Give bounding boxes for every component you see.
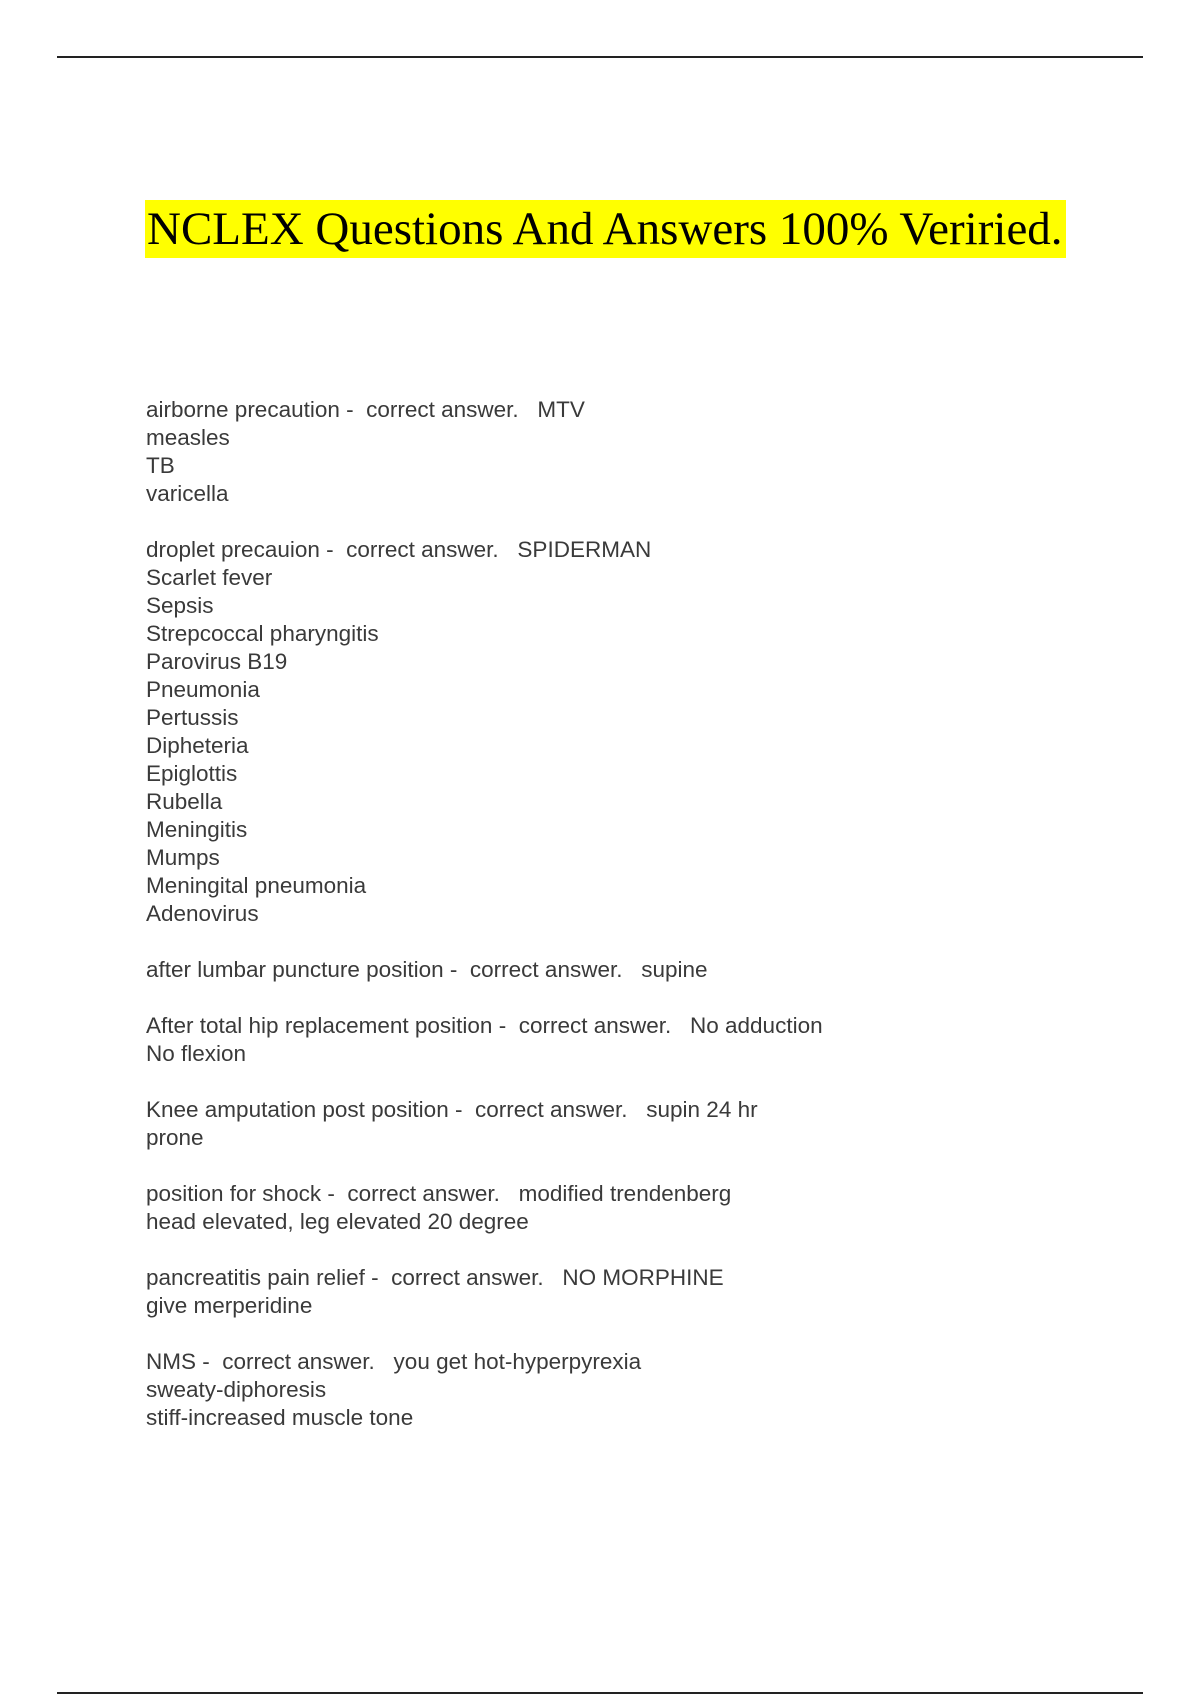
qa-answer-line: Meningital pneumonia <box>146 873 367 898</box>
qa-answer-line: TB <box>146 453 175 478</box>
qa-answer-line: Adenovirus <box>146 901 259 926</box>
qa-list <box>146 396 1146 1460</box>
qa-answer-line: Pneumonia <box>146 677 260 702</box>
qa-answer-line: Parovirus B19 <box>146 649 288 674</box>
qa-question-line: NMS - correct answer. you get hot-hyperpyrexia <box>146 1349 642 1374</box>
qa-entry <box>146 1012 1146 1068</box>
qa-answer-line: Sepsis <box>146 593 214 618</box>
qa-entry <box>146 1264 1146 1320</box>
qa-question-line: droplet precauion - correct answer. SPIDERMAN <box>146 537 652 562</box>
qa-answer-line: stiff-increased muscle tone <box>146 1405 414 1430</box>
qa-entry <box>146 1180 1146 1236</box>
qa-answer-line: Dipheteria <box>146 733 249 758</box>
qa-entry <box>146 396 1146 508</box>
qa-answer-line: No flexion <box>146 1041 247 1066</box>
qa-answer-line: head elevated, leg elevated 20 degree <box>146 1209 529 1234</box>
qa-question-line: Knee amputation post position - correct answer. supin 24 hr <box>146 1097 758 1122</box>
qa-entry <box>146 956 1146 984</box>
qa-answer-line: sweaty-diphoresis <box>146 1377 327 1402</box>
qa-answer-line: give merperidine <box>146 1293 313 1318</box>
qa-answer-line: measles <box>146 425 230 450</box>
title-container <box>145 200 1066 258</box>
qa-answer-line: Rubella <box>146 789 223 814</box>
qa-entry <box>146 1096 1146 1152</box>
bottom-rule <box>57 1692 1143 1694</box>
qa-answer-line: Strepcoccal pharyngitis <box>146 621 379 646</box>
qa-question-line: position for shock - correct answer. modified trendenberg <box>146 1181 732 1206</box>
qa-question-line: after lumbar puncture position - correct answer. supine <box>146 957 708 982</box>
qa-answer-line: Meningitis <box>146 817 248 842</box>
qa-question-line: pancreatitis pain relief - correct answer. NO MORPHINE <box>146 1265 724 1290</box>
qa-answer-line: Pertussis <box>146 705 239 730</box>
qa-answer-line: varicella <box>146 481 229 506</box>
qa-answer-line: Epiglottis <box>146 761 238 786</box>
qa-answer-line: prone <box>146 1125 204 1150</box>
qa-question-line: airborne precaution - correct answer. MTV <box>146 397 585 422</box>
qa-entry <box>146 1348 1146 1432</box>
qa-question-line: After total hip replacement position - correct answer. No adduction <box>146 1013 823 1038</box>
qa-answer-line: Mumps <box>146 845 220 870</box>
qa-entry <box>146 536 1146 928</box>
qa-answer-line: Scarlet fever <box>146 565 273 590</box>
document-title: NCLEX Questions And Answers 100% Veriried. <box>145 200 1066 258</box>
top-rule <box>57 56 1143 58</box>
